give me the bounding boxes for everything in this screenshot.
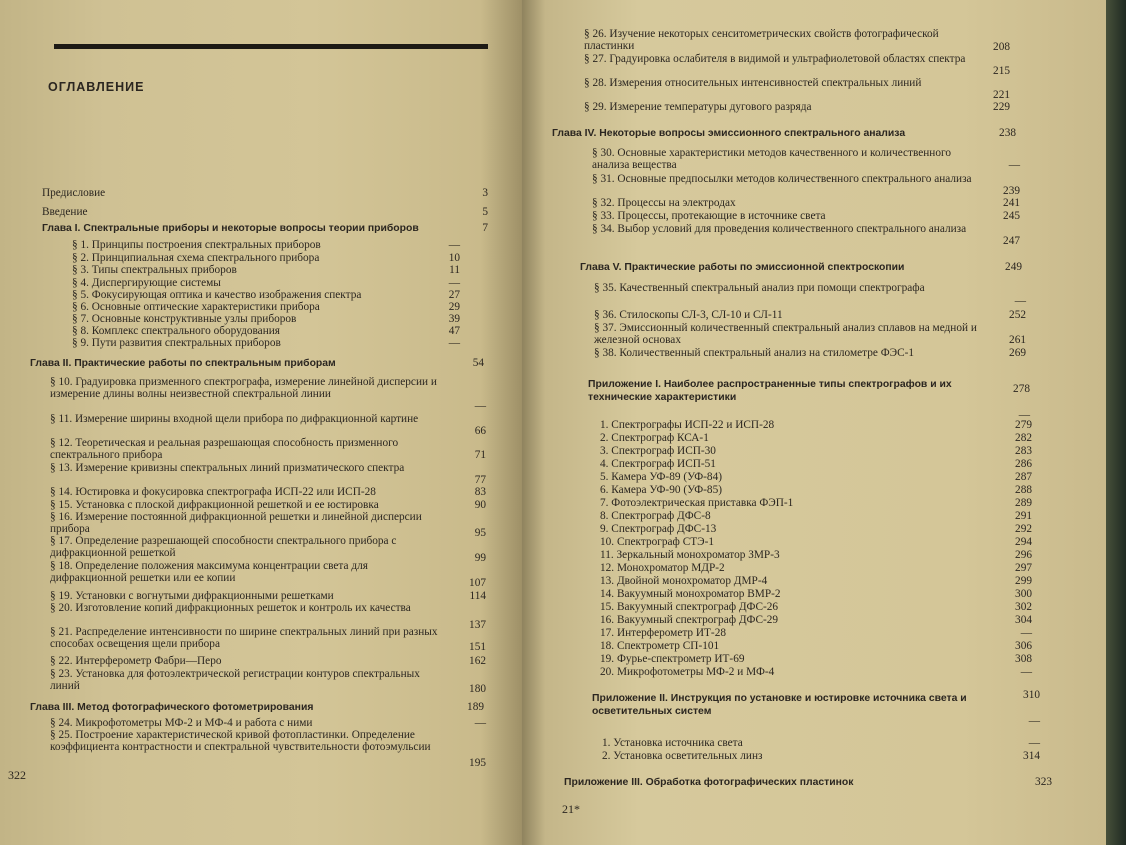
toc-entry: § 1. Принципы построения спектральных приборов: [72, 239, 321, 251]
toc-entry: § 20. Изготовление копий дифракционных решеток и контроль их качества: [50, 602, 411, 614]
toc-entry: 8. Спектрограф ДФС-8: [600, 510, 711, 522]
page-number-left: 322: [8, 768, 26, 782]
toc-entry: § 5. Фокусирующая оптика и качество изображения спектра: [72, 289, 362, 301]
toc-page: —: [1018, 409, 1030, 421]
toc-page: 310: [1023, 689, 1040, 701]
toc-page: 151: [469, 641, 486, 653]
toc-entry: § 38. Количественный спектральный анализ на стилометре ФЭС-1: [594, 347, 915, 359]
toc-page: 286: [1015, 458, 1032, 470]
toc-entry: § 30. Основные характеристики методов качественного и количественного анализа вещества: [592, 147, 952, 171]
toc-page: 83: [474, 486, 486, 498]
toc-page: 288: [1015, 484, 1032, 496]
toc-entry: § 14. Юстировка и фокусировка спектрографа ИСП-22 или ИСП-28: [50, 486, 376, 498]
toc-entry: § 22. Интерферометр Фабри—Перо: [50, 655, 222, 667]
toc-entry: § 17. Определение разрешающей способности спектрального прибора с дифракционной решеткой: [50, 535, 397, 559]
toc-page: 3: [482, 187, 488, 199]
toc-page: 247: [1003, 235, 1020, 247]
toc-entry: § 33. Процессы, протекающие в источнике света: [592, 210, 826, 222]
toc-entry: 6. Камера УФ-90 (УФ-85): [600, 484, 722, 496]
toc-page: 282: [1015, 432, 1032, 444]
toc-page: 189: [467, 701, 484, 713]
toc-page: 294: [1015, 536, 1032, 548]
toc-entry: § 35. Качественный спектральный анализ при помощи спектрографа: [594, 282, 925, 294]
toc-page: 239: [1003, 185, 1020, 197]
toc-page: 29: [448, 301, 460, 313]
toc-page: 269: [1009, 347, 1026, 359]
toc-page: 215: [993, 65, 1010, 77]
chapter-heading: Глава II. Практические работы по спектральным приборам: [30, 358, 336, 369]
toc-page: 10: [448, 252, 460, 264]
toc-page: 296: [1015, 549, 1032, 561]
toc-entry: 12. Монохроматор МДР-2: [600, 562, 725, 574]
toc-entry: 18. Спектрометр СП-101: [600, 640, 720, 652]
toc-page: 114: [469, 590, 486, 602]
toc-page: 180: [469, 683, 486, 695]
toc-page: 249: [1005, 261, 1022, 273]
toc-entry: 9. Спектрограф ДФС-13: [600, 523, 717, 535]
toc-entry: 11. Зеркальный монохроматор ЗМР-3: [600, 549, 780, 561]
toc-entry: § 16. Измерение постоянной дифракционной решетки и линейной дисперсии прибора: [50, 511, 422, 535]
toc-entry: 4. Спектрограф ИСП-51: [600, 458, 716, 470]
toc-page: —: [474, 717, 486, 729]
toc-page: 54: [472, 357, 484, 369]
toc-page: 323: [1035, 776, 1052, 788]
toc-entry: 2. Спектрограф КСА-1: [600, 432, 709, 444]
toc-entry: 1. Спектрографы ИСП-22 и ИСП-28: [600, 419, 775, 431]
toc-heading: ОГЛАВЛЕНИЕ: [48, 80, 145, 94]
toc-page: 95: [474, 527, 486, 539]
toc-entry: § 9. Пути развития спектральных приборов: [72, 337, 281, 349]
toc-entry: § 36. Стилоскопы СЛ-3, СЛ-10 и СЛ-11: [594, 309, 783, 321]
chapter-heading: Глава III. Метод фотографического фотометрирования: [30, 702, 314, 713]
toc-page: 5: [482, 206, 488, 218]
chapter-heading: Глава V. Практические работы по эмиссионной спектроскопии: [580, 262, 905, 273]
toc-page: 292: [1015, 523, 1032, 535]
toc-entry: § 19. Установки с вогнутыми дифракционными решетками: [50, 590, 334, 602]
toc-entry: 17. Интерферометр ИТ-28: [600, 627, 726, 639]
toc-entry: § 4. Диспергирующие системы: [72, 277, 221, 289]
toc-page: —: [1020, 666, 1032, 678]
left-page: [0, 0, 522, 845]
toc-page: 291: [1015, 510, 1032, 522]
appendix-heading: Приложение II. Инструкция по установке и юстировке источника света и осветительных систем: [592, 693, 967, 717]
appendix-heading: Приложение I. Наиболее распространенные типы спектрографов и их технические характеристики: [588, 379, 952, 403]
toc-entry: § 10. Градуировка призменного спектрографа, измерение линейной дисперсии и измерение длины волны неизвестной спектральной линии: [50, 376, 437, 400]
chapter-heading: Глава IV. Некоторые вопросы эмиссионного спектрального анализа: [552, 128, 906, 139]
toc-entry: § 34. Выбор условий для проведения количественного спектрального анализа: [592, 223, 967, 235]
toc-page: 77: [474, 474, 486, 486]
toc-entry: § 12. Теоретическая и реальная разрешающая способность призменного спектрального прибора: [50, 437, 399, 461]
toc-entry: § 24. Микрофотометры МФ-2 и МФ-4 и работа с ними: [50, 717, 313, 729]
toc-entry: Предисловие: [42, 187, 106, 199]
toc-entry: 15. Вакуумный спектрограф ДФС-26: [600, 601, 779, 613]
toc-page: 283: [1015, 445, 1032, 457]
toc-page: —: [1014, 295, 1026, 307]
toc-page: 71: [474, 449, 486, 461]
toc-page: —: [448, 277, 460, 289]
toc-entry: § 27. Градуировка ослабителя в видимой и ультрафиолетовой областях спектра: [584, 53, 966, 65]
toc-page: 297: [1015, 562, 1032, 574]
toc-page: 304: [1015, 614, 1032, 626]
toc-page: —: [1020, 627, 1032, 639]
toc-entry: § 3. Типы спектральных приборов: [72, 264, 237, 276]
toc-entry: § 25. Построение характеристической кривой фотопластинки. Определение коэффициента контрастности и спектральной чувствительности фотоэмульсии: [50, 729, 431, 753]
toc-entry: § 15. Установка с плоской дифракционной решеткой и ее юстировка: [50, 499, 379, 511]
toc-entry: 20. Микрофотометры МФ-2 и МФ-4: [600, 666, 775, 678]
toc-page: 302: [1015, 601, 1032, 613]
chapter-heading: Глава I. Спектральные приборы и некоторые вопросы теории приборов: [42, 223, 419, 234]
toc-page: 195: [469, 757, 486, 769]
toc-entry: 16. Вакуумный спектрограф ДФС-29: [600, 614, 779, 626]
toc-page: —: [1008, 159, 1020, 171]
toc-entry: 13. Двойной монохроматор ДМР-4: [600, 575, 768, 587]
toc-entry: § 26. Изучение некоторых сенситометрических свойств фотографической пластинки: [584, 28, 939, 52]
toc-page: 66: [474, 425, 486, 437]
toc-page: 238: [999, 127, 1016, 139]
toc-page: 137: [469, 619, 486, 631]
appendix-heading: Приложение III. Обработка фотографических пластинок: [564, 777, 854, 788]
toc-page: —: [448, 337, 460, 349]
toc-entry: § 29. Измерение температуры дугового разряда: [584, 101, 812, 113]
toc-entry: 14. Вакуумный монохроматор ВМР-2: [600, 588, 781, 600]
toc-page: 308: [1015, 653, 1032, 665]
toc-entry: 2. Установка осветительных линз: [602, 750, 763, 762]
toc-entry: § 37. Эмиссионный количественный спектральный анализ сплавов на медной и железной основах: [594, 322, 977, 346]
toc-page: 245: [1003, 210, 1020, 222]
toc-entry: Введение: [42, 206, 88, 218]
toc-page: 107: [469, 577, 486, 589]
toc-entry: § 23. Установка для фотоэлектрической регистрации контуров спектральных линий: [50, 668, 420, 692]
toc-page: 11: [449, 264, 460, 276]
toc-page: 314: [1023, 750, 1040, 762]
toc-page: 241: [1003, 197, 1020, 209]
toc-entry: 3. Спектрограф ИСП-30: [600, 445, 716, 457]
toc-entry: § 8. Комплекс спектрального оборудования: [72, 325, 280, 337]
toc-page: —: [1028, 715, 1040, 727]
top-rule: [54, 44, 488, 49]
toc-page: 279: [1015, 419, 1032, 431]
toc-entry: 7. Фотоэлектрическая приставка ФЭП-1: [600, 497, 794, 509]
toc-page: 47: [448, 325, 460, 337]
toc-page: —: [448, 239, 460, 251]
toc-page: 278: [1013, 383, 1030, 395]
toc-page: 208: [993, 41, 1010, 53]
toc-entry: 19. Фурье-спектрометр ИТ-69: [600, 653, 745, 665]
toc-page: 252: [1009, 309, 1026, 321]
toc-entry: 5. Камера УФ-89 (УФ-84): [600, 471, 722, 483]
toc-entry: § 2. Принципиальная схема спектрального прибора: [72, 252, 320, 264]
toc-page: 39: [448, 313, 460, 325]
toc-page: 162: [469, 655, 486, 667]
book-cover-edge: [1106, 0, 1126, 845]
toc-entry: § 32. Процессы на электродах: [592, 197, 736, 209]
toc-page: 289: [1015, 497, 1032, 509]
toc-entry: 1. Установка источника света: [602, 737, 743, 749]
page-number-right: 21*: [562, 802, 580, 816]
toc-page: 221: [993, 89, 1010, 101]
toc-entry: § 7. Основные конструктивные узлы приборов: [72, 313, 297, 325]
toc-page: 27: [448, 289, 460, 301]
toc-entry: 10. Спектрограф СТЭ-1: [600, 536, 714, 548]
toc-entry: § 21. Распределение интенсивности по ширине спектральных линий при разных способах освещения щели прибора: [50, 626, 438, 650]
toc-page: 287: [1015, 471, 1032, 483]
toc-page: 299: [1015, 575, 1032, 587]
toc-entry: § 28. Измерения относительных интенсивностей спектральных линий: [584, 77, 922, 89]
toc-entry: § 6. Основные оптические характеристики прибора: [72, 301, 320, 313]
toc-page: 300: [1015, 588, 1032, 600]
toc-page: 229: [993, 101, 1010, 113]
toc-entry: § 18. Определение положения максимума концентрации света для дифракционной решетки или ее копии: [50, 560, 368, 584]
toc-page: 7: [482, 222, 488, 234]
toc-page: —: [474, 400, 486, 412]
toc-page: 306: [1015, 640, 1032, 652]
toc-entry: § 31. Основные предпосылки методов количественного спектрального анализа: [592, 173, 972, 185]
toc-page: —: [1028, 737, 1040, 749]
toc-page: 99: [474, 552, 486, 564]
right-page: [522, 0, 1106, 845]
toc-page: 90: [474, 499, 486, 511]
toc-page: 261: [1009, 334, 1026, 346]
toc-entry: § 11. Измерение ширины входной щели прибора по дифракционной картине: [50, 413, 419, 425]
toc-entry: § 13. Измерение кривизны спектральных линий призматического спектра: [50, 462, 405, 474]
